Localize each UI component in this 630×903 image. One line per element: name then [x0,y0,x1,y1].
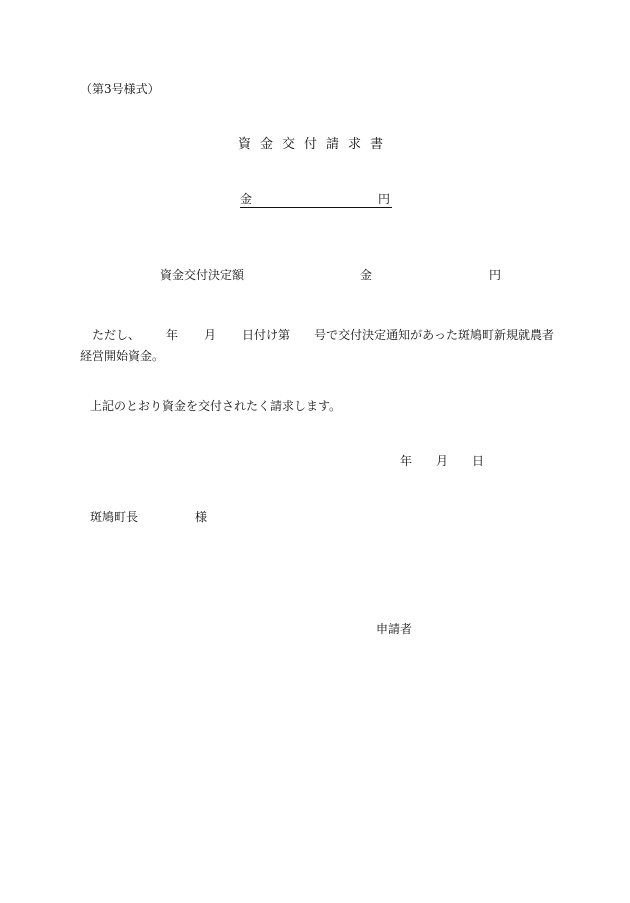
date-day: 日 [472,454,485,468]
addressee-honorific: 様 [195,510,208,524]
date-year: 年 [400,454,413,468]
decision-amount-yen: 円 [489,268,502,282]
decision-amount-label: 資金交付決定額 [160,268,245,282]
title-char: 資 [238,137,252,152]
title-char: 求 [348,137,362,152]
document-title [238,138,392,151]
title-char: 付 [304,137,318,152]
proviso-number-suffix: 号で交付決定通知があった斑鳩町新規就農者経営開始資金。 [80,328,554,363]
title-char: 書 [370,137,384,152]
proviso-lead: ただし、 [92,328,141,342]
form-number: （第3号様式） [80,82,160,96]
addressee-name: 斑鳩町長 [90,510,139,524]
proviso-paragraph [80,325,560,367]
applicant-label: 申請者 [376,622,413,636]
amount-suffix: 円 [377,192,390,206]
amount-prefix: 金 [240,192,253,206]
request-statement: 上記のとおり資金を交付されたく請求します。 [90,399,342,413]
decision-amount-kin: 金 [360,268,373,282]
title-char: 交 [282,137,296,152]
date-month: 月 [436,454,449,468]
title-char: 金 [260,137,274,152]
title-char: 請 [326,137,340,152]
proviso-year: 年 [166,328,179,342]
proviso-date-suffix: 日付け第 [242,328,291,342]
proviso-month: 月 [204,328,217,342]
amount-field [240,193,392,208]
